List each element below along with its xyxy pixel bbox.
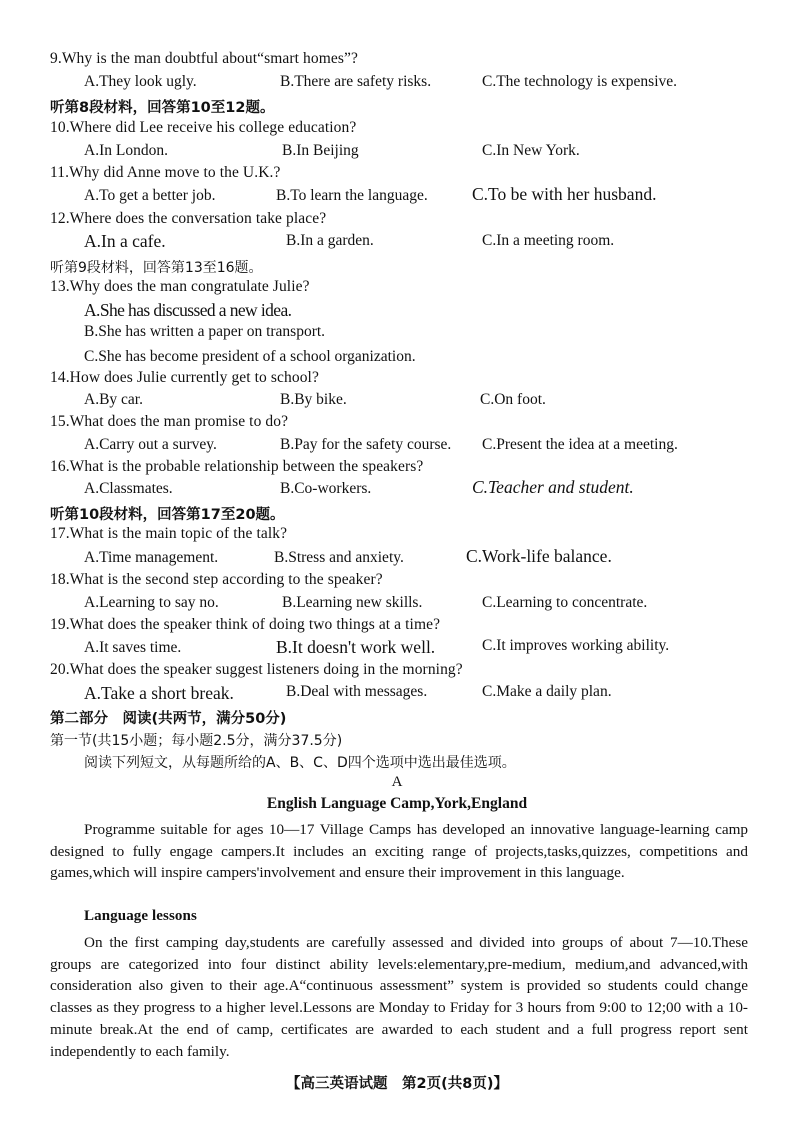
option-16c: C.Teacher and student. [472,477,634,497]
option-9b: B.There are safety risks. [280,73,432,90]
section-1-header: 第一节(共15小题；每小题2.5分，满分37.5分) [50,733,343,749]
section-9-header: 听第9段材料，回答第13至16题。 [50,260,263,276]
option-9a: A.They look ugly. [84,73,197,90]
option-13a: A.She has discussed a new idea. [84,300,292,320]
option-20c: C.Make a daily plan. [482,683,612,700]
option-10c: C.In New York. [482,142,580,159]
question-10: 10.Where did Lee receive his college education? [50,119,357,136]
option-15b: B.Pay for the safety course. [280,436,452,453]
option-12b: B.In a garden. [286,232,374,249]
page-footer: 【高三英语试题 第2页(共8页)】 [286,1076,508,1092]
option-14a: A.By car. [84,391,143,408]
option-12a: A.In a cafe. [84,231,166,251]
option-11a: A.To get a better job. [84,187,216,204]
option-15a: A.Carry out a survey. [84,436,217,453]
paragraph-intro: Programme suitable for ages 10—17 Village Camps has developed an innovative language-learning camp designed to fully engage campers.It includes an exciting range of projects,tasks,quizzes, competitions and games,which will inspire campers'involvement and ensure their improvement in this language. [50,821,748,882]
option-20b: B.Deal with messages. [286,683,428,700]
option-17a: A.Time management. [84,549,219,566]
option-14c: C.On foot. [480,391,546,408]
option-19b: B.It doesn't work well. [276,637,436,657]
option-20a: A.Take a short break. [84,683,234,703]
question-15: 15.What does the man promise to do? [50,413,289,430]
option-15c: C.Present the idea at a meeting. [482,436,678,453]
question-20: 20.What does the speaker suggest listeners doing in the morning? [50,661,463,678]
question-14: 14.How does Julie currently get to school? [50,369,319,386]
option-19a: A.It saves time. [84,639,182,656]
option-9c: C.The technology is expensive. [482,73,677,90]
option-16a: A.Classmates. [84,480,173,497]
passage-letter: A [391,774,403,790]
question-13: 13.Why does the man congratulate Julie? [50,278,310,295]
option-10b: B.In Beijing [282,142,359,159]
question-19: 19.What does the speaker think of doing two things at a time? [50,616,441,633]
question-16: 16.What is the probable relationship between the speakers? [50,458,424,475]
option-11c: C.To be with her husband. [472,184,657,204]
question-11: 11.Why did Anne move to the U.K.? [50,164,281,181]
paragraph-lessons: On the first camping day,students are carefully assessed and divided into groups of about 7—10.These groups are categorized into four distinct ability levels:elementary,pre-medium, medium,and advanced,with consideration also given to their age.A“continuous assessment” system is provided so students could change classes as they progress to a higher level.Lessons are Monday to Friday for 3 hours from 9:00 to 12;00 with a 10-minute break.At the end of camp, certificates are awarded to each student and a full progress report sent independently to each family. [50,934,748,1060]
option-17c: C.Work-life balance. [466,546,612,566]
option-14b: B.By bike. [280,391,347,408]
reading-instruction: 阅读下列短文，从每题所给的A、B、C、D四个选项中选出最佳选项。 [84,755,516,771]
option-11b: B.To learn the language. [276,187,428,204]
option-13c: C.She has become president of a school organization. [84,348,416,365]
question-17: 17.What is the main topic of the talk? [50,525,288,542]
question-18: 18.What is the second step according to the speaker? [50,571,383,588]
passage-title: English Language Camp,York,England [266,795,528,812]
section-8-header: 听第8段材料，回答第10至12题。 [50,100,275,116]
section-10-header: 听第10段材料，回答第17至20题。 [50,507,285,523]
question-12: 12.Where does the conversation take place? [50,210,327,227]
option-12c: C.In a meeting room. [482,232,615,249]
option-16b: B.Co-workers. [280,480,372,497]
part-2-header: 第二部分 阅读(共两节，满分50分) [50,711,287,727]
option-13b: B.She has written a paper on transport. [84,323,326,340]
option-19c: C.It improves working ability. [482,637,670,654]
option-17b: B.Stress and anxiety. [274,549,404,566]
subheading-language-lessons: Language lessons [84,908,197,924]
question-9: 9.Why is the man doubtful about“smart homes”? [50,50,358,67]
option-10a: A.In London. [84,142,168,159]
option-18c: C.Learning to concentrate. [482,594,648,611]
option-18b: B.Learning new skills. [282,594,423,611]
option-18a: A.Learning to say no. [84,594,219,611]
